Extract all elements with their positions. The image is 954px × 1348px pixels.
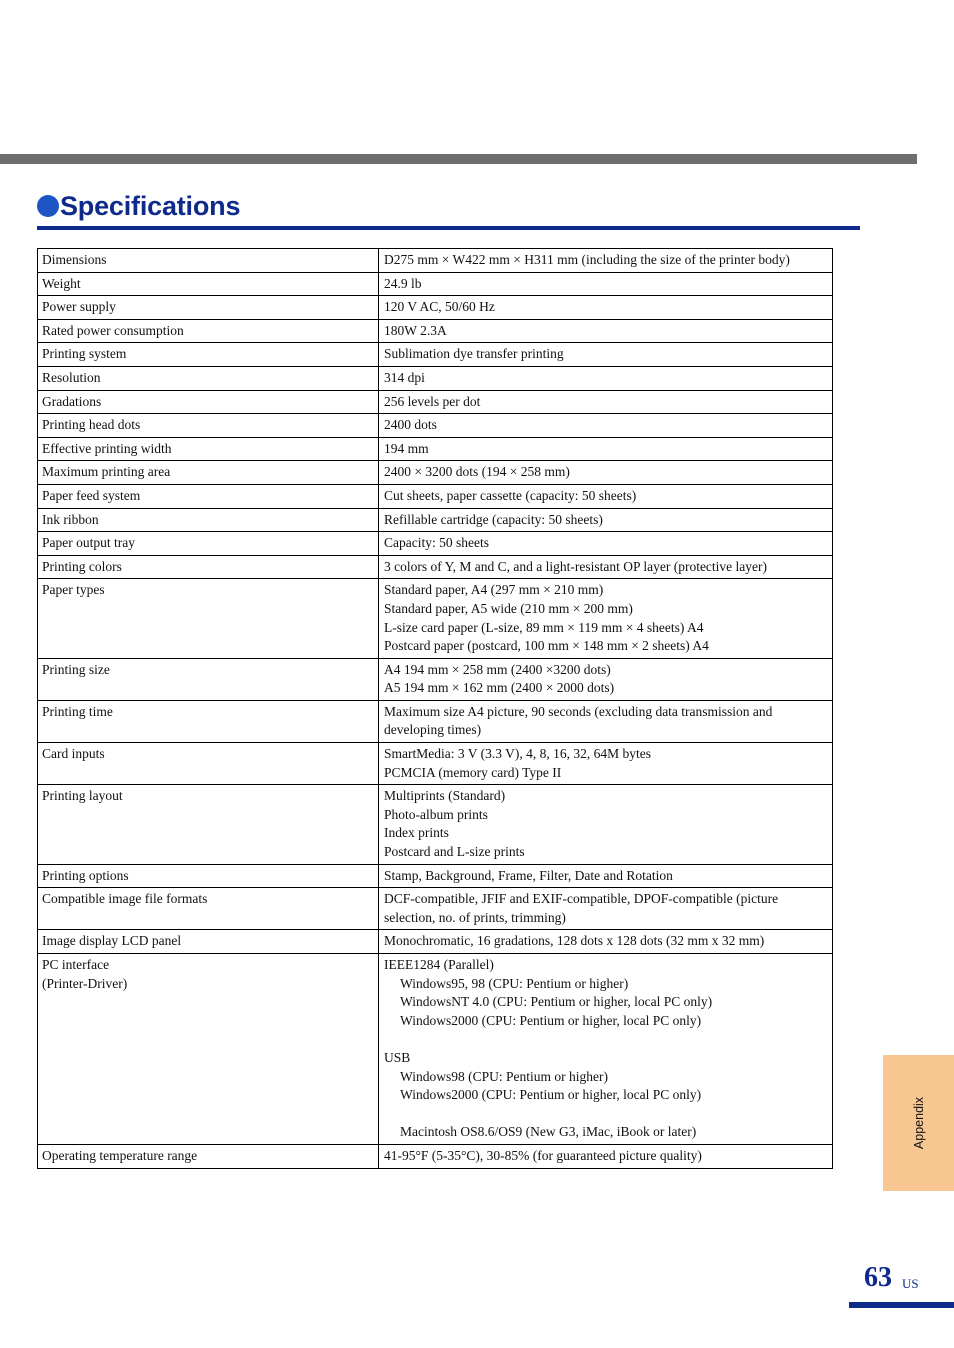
spec-label: Printing options — [42, 867, 129, 883]
spec-value: USB — [384, 1049, 411, 1065]
spec-label: Printing system — [42, 346, 127, 362]
spec-value: Photo-album prints — [384, 806, 488, 822]
spec-label-cell — [38, 508, 379, 532]
spec-label: Dimensions — [42, 252, 107, 267]
spec-value: Standard paper, A4 (297 mm × 210 mm) — [384, 582, 604, 598]
spec-value: Postcard and L-size prints — [384, 844, 525, 860]
spec-label-cell — [38, 954, 379, 1145]
spec-value: 194 mm — [384, 440, 429, 456]
spec-label-cell — [38, 414, 379, 438]
table-row — [38, 864, 833, 888]
spec-label-cell — [38, 888, 379, 930]
spec-label: Resolution — [42, 369, 101, 385]
spec-value: PCMCIA (memory card) Type II — [384, 764, 562, 780]
spec-value: 41-95°F (5-35°C), 30-85% (for guaranteed picture quality) — [384, 1147, 702, 1163]
spec-value: 24.9 lb — [384, 275, 422, 291]
spec-value-cell — [379, 437, 833, 461]
spec-label-cell — [38, 532, 379, 556]
spec-value: Index prints — [384, 825, 449, 841]
spec-value-cell — [379, 785, 833, 864]
spec-label: Maximum printing area — [42, 464, 171, 480]
spec-value-cell — [379, 1144, 833, 1168]
specifications-table — [37, 248, 833, 1169]
spec-value: D275 mm × W422 mm × H311 mm (including the size of the printer body) — [384, 252, 790, 267]
spec-value-cell — [379, 366, 833, 390]
spec-value: IEEE1284 (Parallel) — [384, 957, 494, 972]
spec-label: Printing head dots — [42, 417, 141, 433]
table-row — [38, 743, 833, 785]
spec-label: Image display LCD panel — [42, 933, 182, 949]
spec-value: 2400 × 3200 dots (194 × 258 mm) — [384, 464, 570, 480]
table-row — [38, 785, 833, 864]
top-divider-bar — [0, 154, 917, 164]
spec-value: L-size card paper (L-size, 89 mm × 119 mm × 4 sheets) A4 — [384, 619, 704, 635]
spec-label: Power supply — [42, 299, 116, 315]
spec-value: A5 194 mm × 162 mm (2400 × 2000 dots) — [384, 680, 615, 696]
spec-value: Monochromatic, 16 gradations, 128 dots x 128 dots (32 mm x 32 mm) — [384, 933, 765, 949]
spec-label: Effective printing width — [42, 440, 172, 456]
spec-label-cell — [38, 461, 379, 485]
spec-value-cell — [379, 414, 833, 438]
spec-label: Paper types — [42, 582, 105, 598]
table-row — [38, 532, 833, 556]
spec-label-cell — [38, 1144, 379, 1168]
table-row — [38, 508, 833, 532]
spec-label-cell — [38, 579, 379, 658]
spec-label: Paper feed system — [42, 487, 141, 503]
spec-label: Printing layout — [42, 788, 123, 804]
spec-label-cell — [38, 319, 379, 343]
spec-label: Card inputs — [42, 746, 105, 762]
spec-value: Windows2000 (CPU: Pentium or higher, local PC only) — [400, 1012, 702, 1028]
spec-label-cell — [38, 658, 379, 700]
spec-label: Compatible image file formats — [42, 891, 208, 907]
spec-value-cell — [379, 484, 833, 508]
spec-value: Multiprints (Standard) — [384, 788, 506, 804]
spec-label-cell — [38, 343, 379, 367]
spec-value-cell — [379, 508, 833, 532]
spec-label-cell — [38, 700, 379, 742]
spec-value: SmartMedia: 3 V (3.3 V), 4, 8, 16, 32, 64M bytes — [384, 746, 651, 762]
table-row — [38, 579, 833, 658]
spec-label: Printing size — [42, 661, 110, 677]
spec-label-cell — [38, 930, 379, 954]
page-number: 63 — [864, 1262, 892, 1293]
spec-value: A4 194 mm × 258 mm (2400 ×3200 dots) — [384, 661, 611, 677]
spec-label: Printing colors — [42, 558, 122, 574]
spec-label-cell — [38, 249, 379, 273]
table-row — [38, 555, 833, 579]
spec-value: Refillable cartridge (capacity: 50 sheets) — [384, 511, 603, 527]
spec-value-cell — [379, 864, 833, 888]
spec-label-cell — [38, 366, 379, 390]
spec-label: Operating temperature range — [42, 1147, 198, 1163]
spec-value-cell — [379, 700, 833, 742]
spec-value: Maximum size A4 picture, 90 seconds (excluding data transmission and developing times) — [384, 703, 773, 738]
spec-label: PC interface — [42, 957, 110, 972]
table-row — [38, 366, 833, 390]
spec-value-cell — [379, 930, 833, 954]
spec-label-cell — [38, 555, 379, 579]
spec-value: 180W 2.3A — [384, 322, 447, 338]
spec-value-cell — [379, 888, 833, 930]
table-row — [38, 930, 833, 954]
table-row — [38, 954, 833, 1145]
spec-label: Printing time — [42, 703, 113, 719]
spec-label-cell — [38, 864, 379, 888]
table-row — [38, 484, 833, 508]
spec-label: Rated power consumption — [42, 322, 184, 338]
spec-label-cell — [38, 272, 379, 296]
table-row — [38, 296, 833, 320]
spec-value: Windows98 (CPU: Pentium or higher) — [400, 1068, 608, 1084]
spec-value: Macintosh OS8.6/OS9 (New G3, iMac, iBook or later) — [400, 1124, 697, 1140]
spec-label: Gradations — [42, 393, 102, 409]
spec-label: Ink ribbon — [42, 511, 99, 527]
spec-value: Stamp, Background, Frame, Filter, Date and Rotation — [384, 867, 673, 883]
spec-label-cell — [38, 390, 379, 414]
spec-label-cell — [38, 437, 379, 461]
spec-value-cell — [379, 390, 833, 414]
heading-underline — [37, 226, 860, 230]
spec-value: Windows2000 (CPU: Pentium or higher, local PC only) — [400, 1087, 702, 1103]
table-row — [38, 272, 833, 296]
spec-value-cell — [379, 272, 833, 296]
table-row — [38, 414, 833, 438]
spec-value-cell — [379, 461, 833, 485]
spec-value-cell — [379, 319, 833, 343]
table-row — [38, 658, 833, 700]
spec-value: Postcard paper (postcard, 100 mm × 148 mm × 2 sheets) A4 — [384, 638, 709, 654]
section-side-tab — [883, 1055, 954, 1191]
spec-value: 314 dpi — [384, 369, 425, 385]
spec-value: 3 colors of Y, M and C, and a light-resistant OP layer (protective layer) — [384, 558, 768, 574]
spec-label-cell — [38, 484, 379, 508]
spec-value: WindowsNT 4.0 (CPU: Pentium or higher, local PC only) — [400, 994, 713, 1010]
page-number-rule — [849, 1302, 954, 1308]
spec-value — [384, 1030, 828, 1049]
spec-value: 120 V AC, 50/60 Hz — [384, 299, 495, 315]
spec-label: Paper output tray — [42, 535, 135, 551]
table-row — [38, 249, 833, 273]
table-row — [38, 390, 833, 414]
section-heading — [37, 188, 240, 224]
table-row — [38, 700, 833, 742]
page-region-suffix: US — [902, 1276, 919, 1291]
page-title: Specifications — [60, 190, 241, 221]
spec-value-cell — [379, 555, 833, 579]
spec-value: Cut sheets, paper cassette (capacity: 50 sheets) — [384, 487, 637, 503]
spec-value-cell — [379, 532, 833, 556]
table-row — [38, 888, 833, 930]
table-row — [38, 1144, 833, 1168]
spec-value: Sublimation dye transfer printing — [384, 346, 564, 362]
spec-label-cell — [38, 743, 379, 785]
spec-value-cell — [379, 249, 833, 273]
spec-value-cell — [379, 954, 833, 1145]
spec-value-cell — [379, 296, 833, 320]
spec-value: Windows95, 98 (CPU: Pentium or higher) — [400, 975, 629, 991]
table-row — [38, 343, 833, 367]
spec-value — [384, 1105, 828, 1124]
table-row — [38, 437, 833, 461]
spec-value-cell — [379, 343, 833, 367]
spec-value: Capacity: 50 sheets — [384, 535, 489, 551]
side-tab-label: Appendix — [911, 1096, 926, 1150]
spec-label-cell — [38, 785, 379, 864]
spec-value: Standard paper, A5 wide (210 mm × 200 mm) — [384, 600, 633, 616]
spec-label: (Printer-Driver) — [42, 975, 128, 991]
spec-value: DCF-compatible, JFIF and EXIF-compatible, DPOF-compatible (picture selection, no. of prints, trimming) — [384, 891, 779, 925]
spec-value-cell — [379, 743, 833, 785]
specifications-table-body — [38, 249, 833, 1169]
table-row — [38, 461, 833, 485]
spec-value-cell — [379, 579, 833, 658]
spec-value-cell — [379, 658, 833, 700]
spec-value: 256 levels per dot — [384, 393, 481, 409]
table-row — [38, 319, 833, 343]
spec-label-cell — [38, 296, 379, 320]
spec-label: Weight — [42, 275, 81, 291]
bullet-circle-icon — [37, 195, 59, 217]
spec-value: 2400 dots — [384, 417, 437, 433]
